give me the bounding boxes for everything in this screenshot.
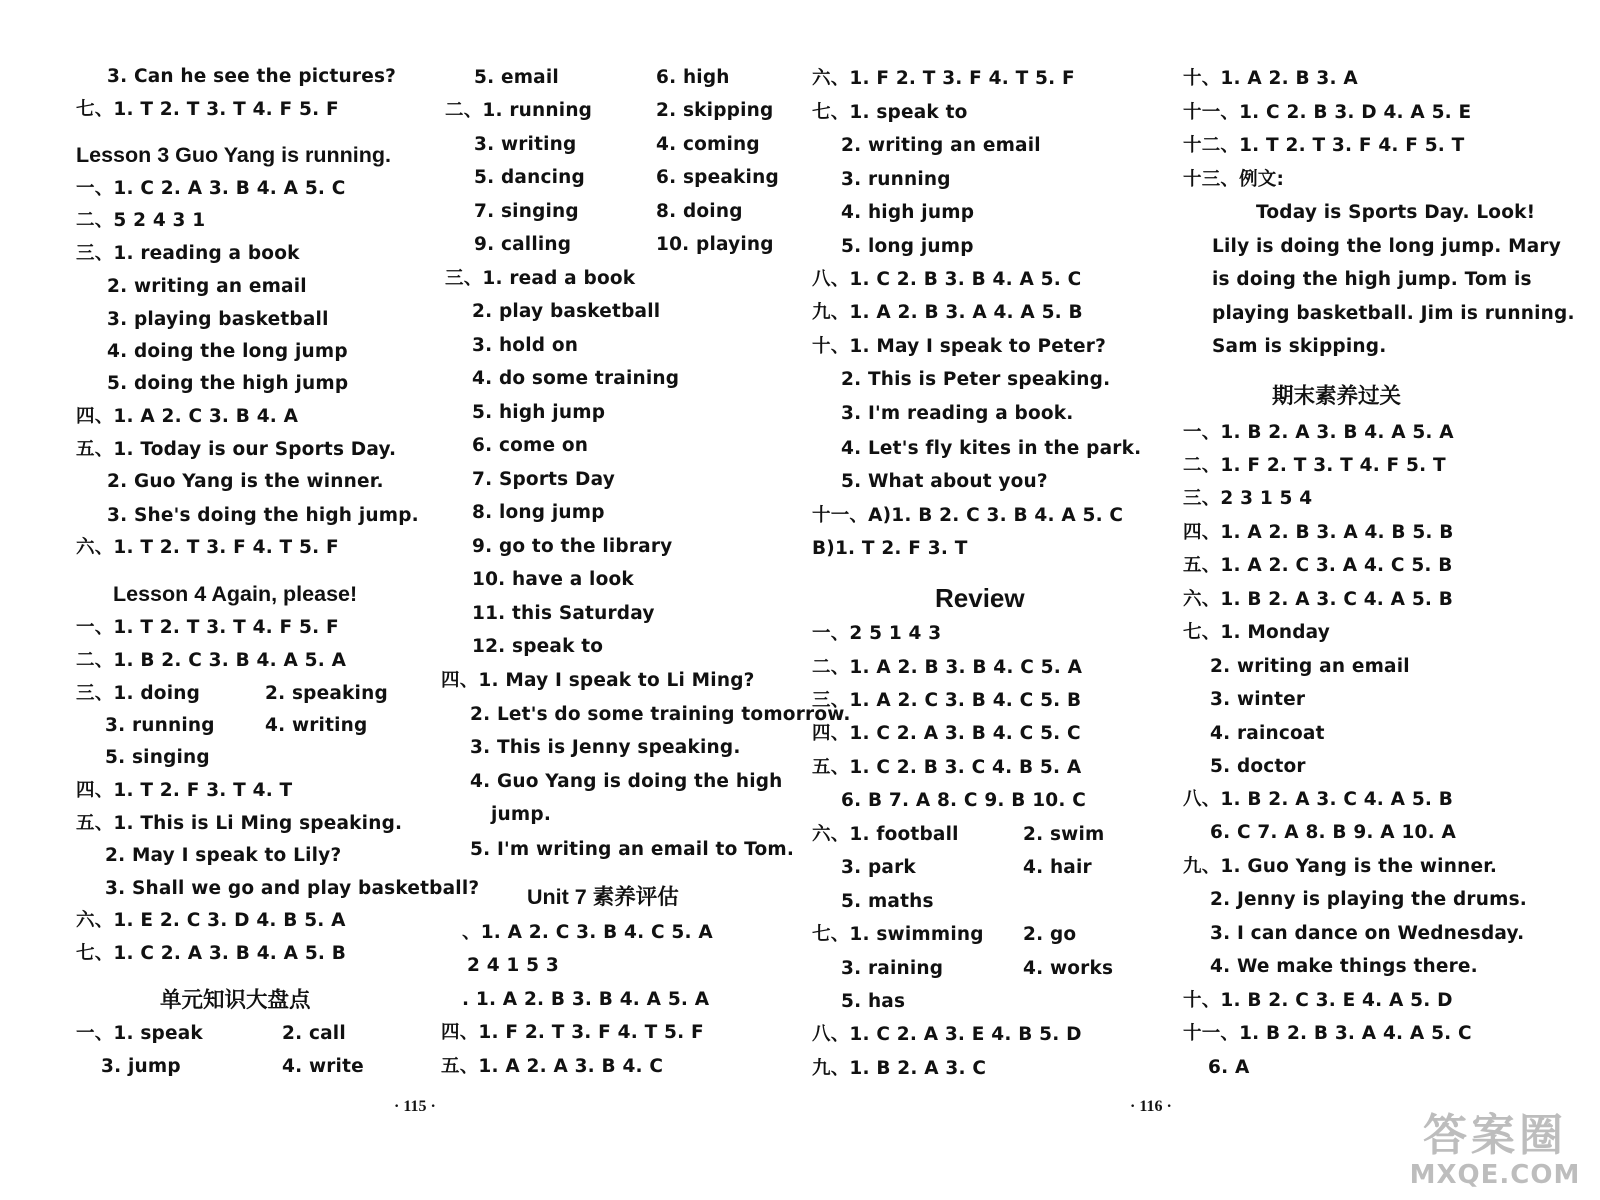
- answer-line: 五、1. This is Li Ming speaking.: [76, 813, 403, 834]
- watermark-mark: 答案圈: [1423, 1110, 1567, 1161]
- answer-line: 4. Guo Yang is doing the high: [470, 771, 783, 792]
- answer-line: 3. This is Jenny speaking.: [470, 737, 741, 758]
- answer-line: 6. high: [656, 67, 730, 88]
- answer-line: 5. maths: [841, 891, 934, 912]
- answer-line: 9. calling: [474, 234, 572, 255]
- answer-line: 8. doing: [656, 201, 743, 222]
- answer-line: 3. park: [841, 857, 916, 878]
- answer-line: 十、1. A 2. B 3. A: [1183, 68, 1358, 89]
- answer-line: 四、1. A 2. C 3. B 4. A: [76, 406, 299, 427]
- answer-line: 三、2 3 1 5 4: [1183, 488, 1313, 509]
- answer-line: 5. long jump: [841, 236, 974, 257]
- answer-line: 五、1. Today is our Sports Day.: [76, 439, 397, 460]
- answer-line: 5. What about you?: [841, 471, 1048, 492]
- answer-line: 10. playing: [656, 234, 774, 255]
- answer-line: 二、1. B 2. C 3. B 4. A 5. A: [76, 650, 347, 671]
- answer-line: 4. raincoat: [1210, 723, 1325, 744]
- lesson-heading: Lesson 3 Guo Yang is running.: [76, 143, 391, 167]
- answer-line: 一、1. C 2. A 3. B 4. A 5. C: [76, 178, 346, 199]
- answer-line: 十、1. B 2. C 3. E 4. A 5. D: [1183, 990, 1453, 1011]
- essay-line: playing basketball. Jim is running.: [1212, 303, 1575, 324]
- answer-line: 2. Guo Yang is the winner.: [107, 471, 384, 492]
- answer-line: 六、1. F 2. T 3. F 4. T 5. F: [812, 68, 1075, 89]
- answer-line: 九、1. Guo Yang is the winner.: [1183, 856, 1498, 877]
- answer-line: 二、1. running: [445, 100, 593, 121]
- answer-line: 五、1. C 2. B 3. C 4. B 5. A: [812, 757, 1082, 778]
- answer-line: 11. this Saturday: [472, 603, 655, 624]
- section-heading: 单元知识大盘点: [160, 988, 311, 1012]
- answer-line: 4. We make things there.: [1210, 956, 1478, 977]
- answer-line: 2. skipping: [656, 100, 774, 121]
- answer-line: 二、1. F 2. T 3. T 4. F 5. T: [1183, 455, 1446, 476]
- answer-line: 八、1. C 2. B 3. B 4. A 5. C: [812, 269, 1082, 290]
- answer-line: B)1. T 2. F 3. T: [812, 538, 968, 559]
- answer-line: 3. I can dance on Wednesday.: [1210, 923, 1525, 944]
- answer-line: 八、1. C 2. A 3. E 4. B 5. D: [812, 1024, 1082, 1045]
- answer-line: 一、1. T 2. T 3. T 4. F 5. F: [76, 617, 339, 638]
- answer-line: 2. call: [282, 1023, 346, 1044]
- answer-line: 九、1. A 2. B 3. A 4. A 5. B: [812, 302, 1083, 323]
- answer-line: 5. I'm writing an email to Tom.: [470, 839, 795, 860]
- answer-line: 六、1. E 2. C 3. D 4. B 5. A: [76, 910, 346, 931]
- answer-line: 六、1. football: [812, 824, 959, 845]
- answer-line: 4. hair: [1023, 857, 1092, 878]
- answer-line: 十二、1. T 2. T 3. F 4. F 5. T: [1183, 135, 1465, 156]
- answer-line: 2. swim: [1023, 824, 1105, 845]
- answer-line: 三、1. A 2. C 3. B 4. C 5. B: [812, 690, 1082, 711]
- answer-line: 2 4 1 5 3: [467, 955, 559, 976]
- answer-line: 2. play basketball: [472, 301, 661, 322]
- answer-line: 五、1. A 2. A 3. B 4. C: [441, 1056, 664, 1077]
- answer-line: 4. doing the long jump: [107, 341, 348, 362]
- watermark-logo: [1395, 1112, 1595, 1194]
- answer-line: 十一、A)1. B 2. C 3. B 4. A 5. C: [812, 505, 1124, 526]
- watermark-url: MXQE.COM: [1409, 1160, 1581, 1190]
- answer-line: 3. I'm reading a book.: [841, 403, 1074, 424]
- answer-line: 十三、例文:: [1183, 169, 1285, 190]
- essay-line: Today is Sports Day. Look!: [1256, 202, 1536, 223]
- answer-line: 3. Can he see the pictures?: [107, 66, 397, 87]
- answer-line: 5. has: [841, 991, 906, 1012]
- answer-line: . 1. A 2. B 3. B 4. A 5. A: [462, 989, 710, 1010]
- answer-line: jump.: [491, 804, 552, 825]
- answer-line: 12. speak to: [472, 636, 604, 657]
- answer-line: 2. Jenny is playing the drums.: [1210, 889, 1528, 910]
- answer-line: 7. Sports Day: [472, 469, 615, 490]
- answer-line: 2. writing an email: [841, 135, 1041, 156]
- answer-line: 七、1. C 2. A 3. B 4. A 5. B: [76, 943, 347, 964]
- answer-line: 3. She's doing the high jump.: [107, 505, 419, 526]
- answer-line: 十一、1. B 2. B 3. A 4. A 5. C: [1183, 1023, 1472, 1044]
- section-heading: Unit 7 素养评估: [527, 885, 679, 909]
- section-heading: 期末素养过关: [1272, 384, 1402, 408]
- answer-line: 6. C 7. A 8. B 9. A 10. A: [1210, 822, 1456, 843]
- answer-line: 七、1. Monday: [1183, 622, 1331, 643]
- answer-line: 5. dancing: [474, 167, 585, 188]
- answer-line: 7. singing: [474, 201, 579, 222]
- answer-line: 4. Let's fly kites in the park.: [841, 438, 1142, 459]
- answer-line: 8. long jump: [472, 502, 605, 523]
- answer-line: 四、1. A 2. B 3. A 4. B 5. B: [1183, 522, 1454, 543]
- answer-line: 四、1. C 2. A 3. B 4. C 5. C: [812, 723, 1081, 744]
- answer-line: 5. singing: [105, 747, 210, 768]
- answer-line: 4. writing: [265, 715, 368, 736]
- answer-line: 四、1. F 2. T 3. F 4. T 5. F: [441, 1022, 704, 1043]
- answer-line: 3. hold on: [472, 335, 579, 356]
- answer-line: 三、1. doing: [76, 683, 201, 704]
- answer-line: 七、1. speak to: [812, 102, 968, 123]
- answer-line: 6. A: [1208, 1057, 1250, 1078]
- answer-line: 3. playing basketball: [107, 309, 329, 330]
- answer-line: 三、1. reading a book: [76, 243, 300, 264]
- review-heading: Review: [935, 583, 1025, 613]
- answer-line: 九、1. B 2. A 3. C: [812, 1058, 987, 1079]
- answer-line: 3. winter: [1210, 689, 1306, 710]
- answer-line: 5. doctor: [1210, 756, 1306, 777]
- answer-line: 六、1. T 2. T 3. F 4. T 5. F: [76, 537, 339, 558]
- answer-line: 四、1. May I speak to Li Ming?: [441, 670, 755, 691]
- answer-line: 4. coming: [656, 134, 760, 155]
- answer-line: 2. writing an email: [107, 276, 307, 297]
- answer-line: 4. high jump: [841, 202, 975, 223]
- essay-line: is doing the high jump. Tom is: [1212, 269, 1532, 290]
- answer-line: 3. writing: [474, 134, 577, 155]
- answer-line: 五、1. A 2. C 3. A 4. C 5. B: [1183, 555, 1453, 576]
- answer-line: 4. do some training: [472, 368, 680, 389]
- answer-line: 二、1. A 2. B 3. B 4. C 5. A: [812, 657, 1083, 678]
- answer-line: 八、1. B 2. A 3. C 4. A 5. B: [1183, 789, 1454, 810]
- answer-line: 、1. A 2. C 3. B 4. C 5. A: [462, 922, 713, 943]
- answer-line: 一、2 5 1 4 3: [812, 623, 942, 644]
- answer-line: 4. works: [1023, 958, 1114, 979]
- answer-line: 十一、1. C 2. B 3. D 4. A 5. E: [1183, 102, 1472, 123]
- answer-line: 3. jump: [101, 1056, 181, 1077]
- answer-line: 二、5 2 4 3 1: [76, 210, 206, 231]
- answer-line: 一、1. B 2. A 3. B 4. A 5. A: [1183, 422, 1454, 443]
- answer-line: 2. speaking: [265, 683, 388, 704]
- essay-line: Lily is doing the long jump. Mary: [1212, 236, 1561, 257]
- answer-line: 3. running: [105, 715, 215, 736]
- page-number-right: · 116 ·: [1130, 1098, 1172, 1115]
- answer-line: 3. raining: [841, 958, 944, 979]
- answer-line: 2. writing an email: [1210, 656, 1410, 677]
- answer-line: 2. This is Peter speaking.: [841, 369, 1111, 390]
- answer-line: 9. go to the library: [472, 536, 673, 557]
- answer-line: 5. doing the high jump: [107, 373, 349, 394]
- answer-line: 十、1. May I speak to Peter?: [812, 336, 1107, 357]
- answer-line: 3. Shall we go and play basketball?: [105, 878, 480, 899]
- lesson-heading: Lesson 4 Again, please!: [113, 582, 358, 606]
- answer-line: 5. high jump: [472, 402, 606, 423]
- answer-line: 3. running: [841, 169, 951, 190]
- answer-line: 2. go: [1023, 924, 1077, 945]
- answer-line: 四、1. T 2. F 3. T 4. T: [76, 780, 293, 801]
- answer-line: 六、1. B 2. A 3. C 4. A 5. B: [1183, 589, 1454, 610]
- essay-line: Sam is skipping.: [1212, 336, 1387, 357]
- answer-line: 三、1. read a book: [445, 268, 636, 289]
- answer-line: 4. write: [282, 1056, 364, 1077]
- answer-line: 6. speaking: [656, 167, 779, 188]
- answer-line: 6. B 7. A 8. C 9. B 10. C: [841, 790, 1087, 811]
- answer-line: 七、1. T 2. T 3. T 4. F 5. F: [76, 99, 339, 120]
- answer-line: 2. Let's do some training tomorrow.: [470, 704, 851, 725]
- answer-line: 6. come on: [472, 435, 589, 456]
- answer-line: 5. email: [474, 67, 559, 88]
- answer-line: 10. have a look: [472, 569, 634, 590]
- answer-line: 2. May I speak to Lily?: [105, 845, 342, 866]
- answer-line: 一、1. speak: [76, 1023, 203, 1044]
- page-number-left: · 115 ·: [394, 1098, 436, 1115]
- answer-line: 七、1. swimming: [812, 924, 984, 945]
